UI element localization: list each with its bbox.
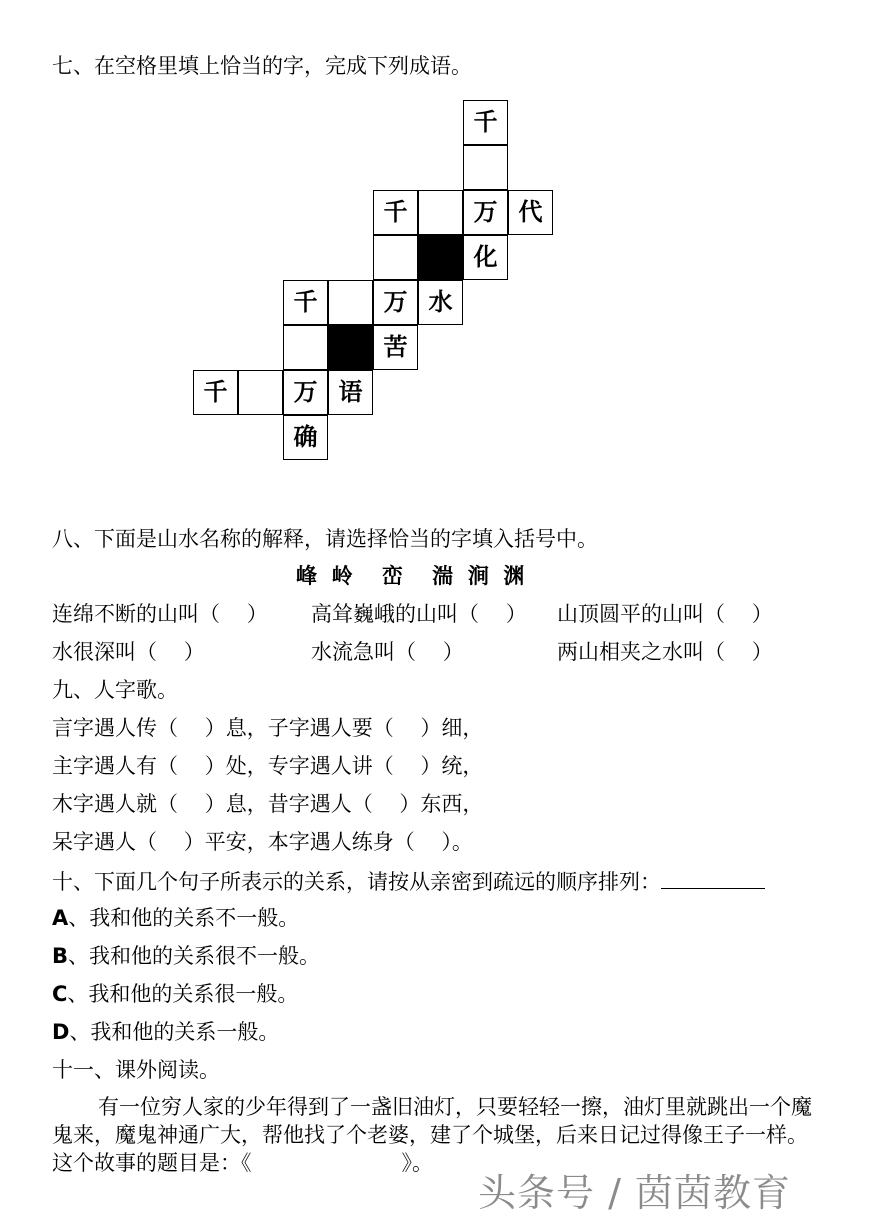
question-item: 两山相夹之水叫（ ）: [557, 640, 773, 664]
choice-item: [52, 942, 320, 970]
grid-cell: 苦: [373, 325, 418, 370]
poem-line: 言字遇人传（ ）息，子字遇人要（ ）细，: [52, 716, 484, 740]
section9-title: 九、人字歌。: [52, 678, 178, 702]
choice-item: [52, 904, 299, 932]
grid-cell: 千: [373, 190, 418, 235]
grid-cell: 化: [463, 235, 508, 280]
question-item: 水流急叫（ ）: [311, 640, 464, 664]
choice-text: 、我和他的关系很不一般。: [68, 944, 321, 968]
question-item: 高耸巍峨的山叫（ ）: [311, 602, 527, 626]
blocked-cell: [418, 235, 463, 280]
grid-cell: 千: [463, 100, 508, 145]
grid-cell[interactable]: [238, 370, 283, 415]
grid-cell: 万: [373, 280, 418, 325]
grid-cell: 语: [328, 370, 373, 415]
question-item: 水很深叫（ ）: [52, 640, 205, 664]
char-options: 峰 岭 峦 湍 涧 渊: [296, 564, 525, 588]
grid-cell: 万: [283, 370, 328, 415]
grid-cell[interactable]: [463, 145, 508, 190]
grid-cell: 千: [193, 370, 238, 415]
section11-title: 十一、课外阅读。: [52, 1058, 220, 1082]
choice-item: [52, 1018, 279, 1046]
poem-line: 主字遇人有（ ）处，专字遇人讲（ ）统，: [52, 754, 484, 778]
choice-item: [52, 980, 298, 1008]
choice-text: 、我和他的关系一般。: [69, 1020, 280, 1044]
grid-cell[interactable]: [418, 190, 463, 235]
grid-cell: 水: [418, 280, 463, 325]
grid-cell: 万: [463, 190, 508, 235]
section10-title: [52, 866, 765, 896]
grid-cell: 确: [283, 415, 328, 460]
choice-label: B: [52, 944, 69, 968]
choice-label: A: [52, 906, 69, 930]
blocked-cell: [328, 325, 373, 370]
choice-text: 、我和他的关系不一般。: [68, 906, 300, 930]
choice-text: 、我和他的关系很一般。: [67, 982, 299, 1006]
grid-cell[interactable]: [283, 325, 328, 370]
grid-cell[interactable]: [373, 235, 418, 280]
grid-cell: 千: [283, 280, 328, 325]
choice-label: D: [52, 1020, 70, 1044]
section10-question: 十、下面几个句子所表示的关系，请按从亲密到疏远的顺序排列：: [52, 870, 661, 894]
section8-title: 八、下面是山水名称的解释，请选择恰当的字填入括号中。: [52, 527, 598, 551]
reading-close: 》。: [401, 1151, 433, 1175]
answer-blank[interactable]: [661, 866, 765, 889]
question-item: 山顶圆平的山叫（ ）: [557, 602, 773, 626]
grid-cell[interactable]: [328, 280, 373, 325]
poem-line: 木字遇人就（ ）息，昔字遇人（ ）东西，: [52, 792, 484, 816]
grid-cell: 代: [508, 190, 553, 235]
section7-title: 七、在空格里填上恰当的字，完成下列成语。: [52, 54, 472, 78]
idiom-crossword: [0, 0, 870, 520]
watermark: 头条号 / 茵茵教育: [478, 1171, 791, 1215]
choice-label: C: [52, 982, 68, 1006]
reading-text: 有一位穷人家的少年得到了一盏旧油灯，只要轻轻一擦，油灯里就跳出一个魔鬼来，魔鬼神通广大，帮他找了个老婆，建了个城堡，后来日记过得像王子一样。这个故事的题目是：《: [52, 1095, 812, 1175]
question-item: 连绵不断的山叫（ ）: [52, 602, 268, 626]
poem-line: 呆字遇人（ ）平安，本字遇人练身（ ）。: [52, 830, 473, 854]
